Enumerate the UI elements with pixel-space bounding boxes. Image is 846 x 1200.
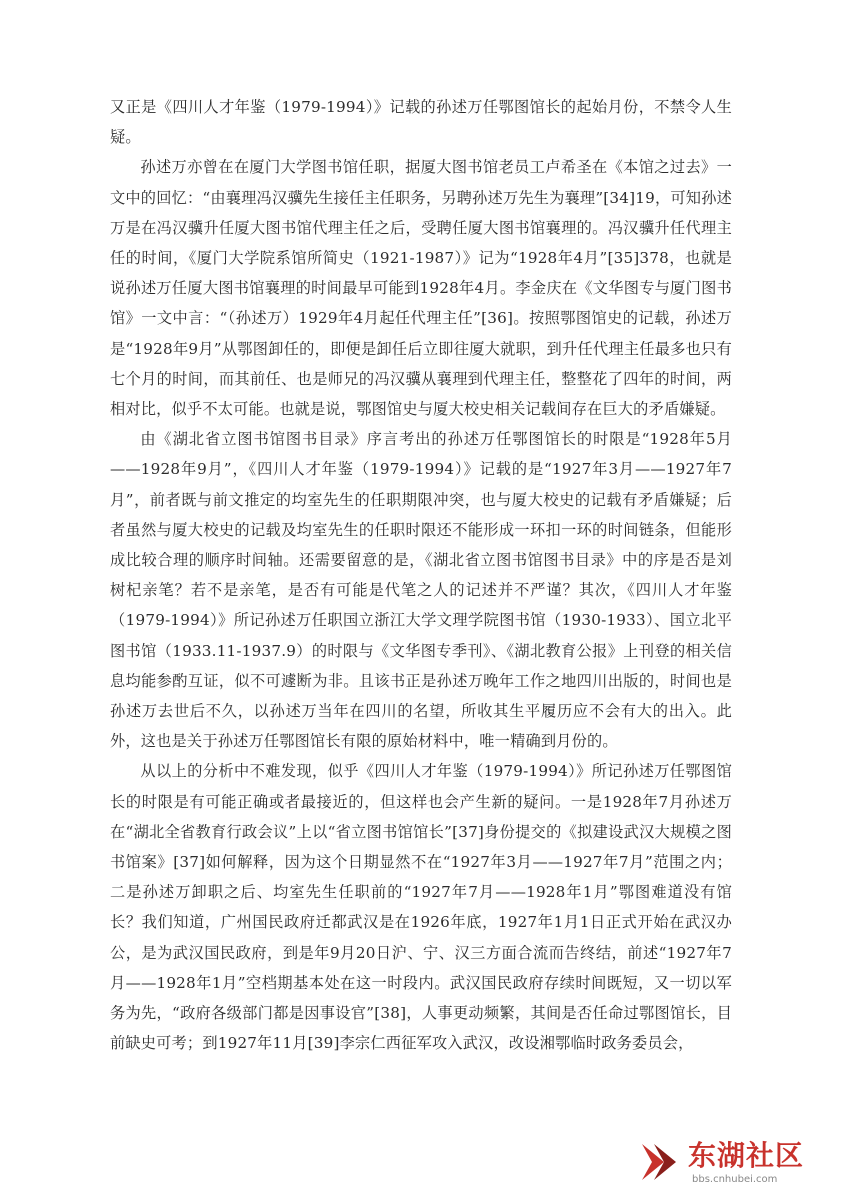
site-watermark	[638, 1132, 828, 1192]
paragraph-4: 从以上的分析中不难发现，似乎《四川人才年鉴（1979-1994）》所记孙述万任鄂图馆长的时限是有可能正确或者最接近的，但这样也会产生新的疑问。一是1928年7月孙述万在“湖北全省教育行政会议”上以“省立图书馆馆长”[37]身份提交的《拟建设武汉大规模之图书馆案》[37]如何解释，因为这个日期显然不在“1927年3月——1927年7月”范围之内；二是孙述万卸职之后、均室先生任职前的“1927年7月——1928年1月”鄂图难道没有馆长？我们知道，广州国民政府迁都武汉是在1926年底，1927年1月1日正式开始在武汉办公，是为武汉国民政府，到是年9月20日沪、宁、汉三方面合流而告终结，前述“1927年7月——1928年1月”空档期基本处在这一时段内。武汉国民政府存续时间既短，又一切以军务为先，“政府各级部门都是因事设官”[38]，人事更动频繁，其间是否任命过鄂图馆长，目前缺史可考；到1927年11月[39]李宗仁西征军攻入武汉，改设湘鄂临时政务委员会，	[110, 762, 732, 1053]
watermark-brand: 东湖社区	[688, 1139, 805, 1172]
paragraph-1: 又正是《四川人才年鉴（1979-1994）》记载的孙述万任鄂图馆长的起始月份，不禁令人生疑。	[110, 98, 732, 147]
donghu-logo-icon	[638, 1138, 686, 1186]
watermark-url: bbs.cnhubei.com	[692, 1174, 778, 1185]
paragraph-2: 孙述万亦曾在在厦门大学图书馆任职，据厦大图书馆老员工卢希圣在《本馆之过去》一文中的回忆：“由襄理冯汉骥先生接任主任职务，另聘孙述万先生为襄理”[34]19，可知孙述万是在冯汉骥升任厦大图书馆代理主任之后，受聘任厦大图书馆襄理的。冯汉骥升任代理主任的时间，《厦门大学院系馆所简史（1921-1987）》记为“1928年4月”[35]378，也就是说孙述万任厦大图书馆襄理的时间最早可能到1928年4月。李金庆在《文华图专与厦门图书馆》一文中言：“（孙述万）1929年4月起任代理主任”[36]。按照鄂图馆史的记载，孙述万是“1928年9月”从鄂图卸任的，即便是卸任后立即往厦大就职，到升任代理主任最多也只有七个月的时间，而其前任、也是师兄的冯汉骥从襄理到代理主任，整整花了四年的时间，两相对比，似乎不太可能。也就是说，鄂图馆史与厦大校史相关记载间存在巨大的矛盾嫌疑。	[110, 158, 732, 419]
document-body	[110, 92, 732, 1059]
paragraph-3: 由《湖北省立图书馆图书目录》序言考出的孙述万任鄂图馆长的时限是“1928年5月——1928年9月”，《四川人才年鉴（1979-1994）》记载的是“1927年3月——1927年7月”，前者既与前文推定的均室先生的任职期限冲突，也与厦大校史的记载有矛盾嫌疑；后者虽然与厦大校史的记载及均室先生的任职时限还不能形成一环扣一环的时间链条，但能形成比较合理的顺序时间轴。还需要留意的是，《湖北省立图书馆图书目录》中的序是否是刘树杞亲笔？若不是亲笔，是否有可能是代笔之人的记述并不严谨？其次，《四川人才年鉴（1979-1994）》所记孙述万任职国立浙江大学文理学院图书馆（1930-1933）、国立北平图书馆（1933.11-1937.9）的时限与《文华图专季刊》、《湖北教育公报》上刊登的相关信息均能参酌互证，似不可遽断为非。且该书正是孙述万晚年工作之地四川出版的，时间也是孙述万去世后不久，以孙述万当年在四川的名望，所收其生平履历应不会有大的出入。此外，这也是关于孙述万任鄂图馆长有限的原始材料中，唯一精确到月份的。	[110, 430, 732, 751]
